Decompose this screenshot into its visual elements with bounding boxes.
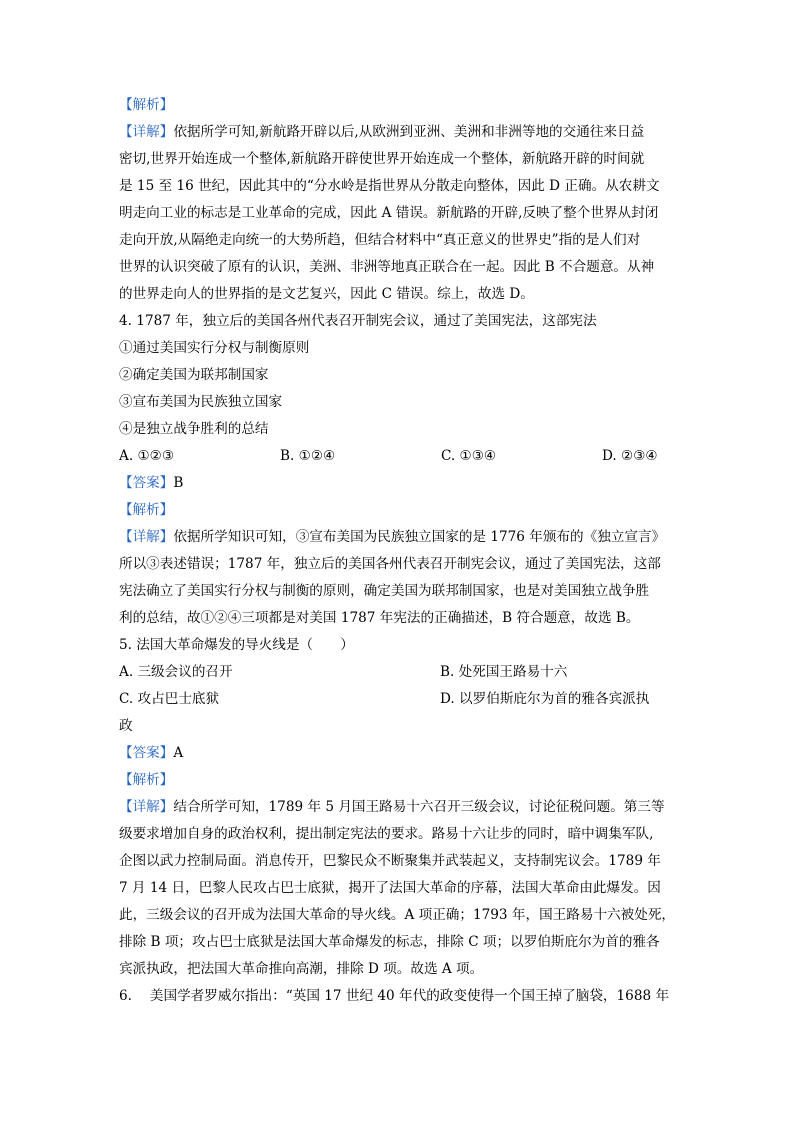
analysis-heading — [119, 92, 679, 119]
document-page — [119, 92, 679, 1010]
detail-tag: 【详解】 — [119, 529, 174, 545]
option-d: D. ②③④ — [602, 448, 658, 464]
answer-options-row-1 — [119, 659, 679, 686]
detail-line: 此，三级会议的召开成为法国大革命的导火线。A 项正确；1793 年，国王路易十六被处死， — [119, 907, 676, 923]
detail-text: 依据所学可知,新航路开辟以后,从欧洲到亚洲、美洲和非洲等地的交通往来日益 — [173, 124, 645, 140]
detail-line — [119, 524, 679, 551]
detail-text: 结合所学可知，1789 年 5 月国王路易十六召开三级会议，讨论征税问题。第三等 — [173, 799, 665, 815]
detail-line: 7 月 14 日，巴黎人民攻占巴士底狱，揭开了法国大革命的序幕，法国大革命由此爆发。因 — [119, 880, 661, 896]
answer-value: B — [173, 475, 184, 491]
detail-line: 世界的认识突破了原有的认识，美洲、非洲等地真正联合在一起。因此 B 不合题意。从神 — [119, 259, 655, 275]
statement-item: ①通过美国实行分权与制衡原则 — [119, 340, 310, 356]
answer-tag: 【答案】 — [119, 475, 174, 491]
option-a: A. 三级会议的召开 — [119, 664, 233, 680]
option-b: B. ①②④ — [280, 448, 336, 464]
answer-options — [119, 443, 679, 470]
detail-tag: 【详解】 — [119, 799, 174, 815]
question-stem: 4. 1787 年，独立后的美国各州代表召开制宪会议，通过了美国宪法，这部宪法 — [119, 313, 597, 329]
question-stem: 6. 美国学者罗威尔指出：“英国 17 世纪 40 年代的政变使得一个国王掉了脑袋，1688 年 — [119, 988, 670, 1004]
option-b: B. 处死国王路易十六 — [440, 664, 568, 680]
detail-line: 宾派执政，把法国大革命推向高潮，排除 D 项。故选 A 项。 — [119, 961, 484, 977]
detail-line: 的世界走向人的世界指的是文艺复兴，因此 C 错误。综上，故选 D。 — [119, 286, 534, 302]
analysis-tag: 【解析】 — [119, 772, 174, 788]
detail-line: 级要求增加自身的政治权利，提出制定宪法的要求。路易十六让步的同时，暗中调集军队, — [119, 826, 654, 842]
analysis-heading — [119, 767, 679, 794]
option-d-continuation: 政 — [119, 718, 133, 734]
detail-line: 排除 B 项；攻占巴士底狱是法国大革命爆发的标志，排除 C 项；以罗伯斯庇尔为首的雅各 — [119, 934, 660, 950]
detail-line — [119, 119, 679, 146]
option-c: C. ①③④ — [441, 448, 497, 464]
detail-line: 宪法确立了美国实行分权与制衡的原则，确定美国为联邦制国家，也是对美国独立战争胜 — [119, 583, 650, 599]
option-c: C. 攻占巴士底狱 — [119, 691, 220, 707]
statement-item: ②确定美国为联邦制国家 — [119, 367, 269, 383]
statement-item: ④是独立战争胜利的总结 — [119, 421, 269, 437]
answer-line — [119, 470, 679, 497]
detail-line: 利的总结，故①②④三项都是对美国 1787 年宪法的正确描述，B 符合题意，故选 B。 — [119, 610, 640, 626]
answer-options-row-2 — [119, 686, 679, 713]
detail-line: 密切,世界开始连成一个整体,新航路开辟使世界开始连成一个整体，新航路开辟的时间就 — [119, 151, 645, 167]
detail-line: 所以③表述错误；1787 年，独立后的美国各州代表召开制宪会议，通过了美国宪法，这部 — [119, 556, 661, 572]
detail-line — [119, 794, 679, 821]
answer-tag: 【答案】 — [119, 745, 174, 761]
statement-item: ③宣布美国为民族独立国家 — [119, 394, 283, 410]
answer-value: A — [173, 745, 184, 761]
detail-tag: 【详解】 — [119, 124, 174, 140]
question-stem: 5. 法国大革命爆发的导火线是（ ） — [119, 637, 354, 653]
option-d: D. 以罗伯斯庇尔为首的雅各宾派执 — [440, 691, 650, 707]
option-a: A. ①②③ — [119, 448, 175, 464]
analysis-tag: 【解析】 — [119, 97, 174, 113]
detail-line: 走向开放,从隔绝走向统一的大势所趋，但结合材料中“真正意义的世界史”指的是人们对 — [119, 232, 641, 248]
answer-line — [119, 740, 679, 767]
detail-line: 明走向工业的标志是工业革命的完成，因此 A 错误。新航路的开辟,反映了整个世界从封闭 — [119, 205, 659, 221]
detail-text: 依据所学知识可知，③宣布美国为民族独立国家的是 1776 年颁布的《独立宣言》 — [173, 529, 666, 545]
detail-line: 企图以武力控制局面。消息传开，巴黎民众不断聚集并武装起义，支持制宪议会。1789 年 — [119, 853, 661, 869]
analysis-tag: 【解析】 — [119, 502, 174, 518]
detail-line: 是 15 至 16 世纪，因此其中的“分水岭是指世界从分散走向整体，因此 D 正确。从农耕文 — [119, 178, 660, 194]
analysis-heading — [119, 497, 679, 524]
